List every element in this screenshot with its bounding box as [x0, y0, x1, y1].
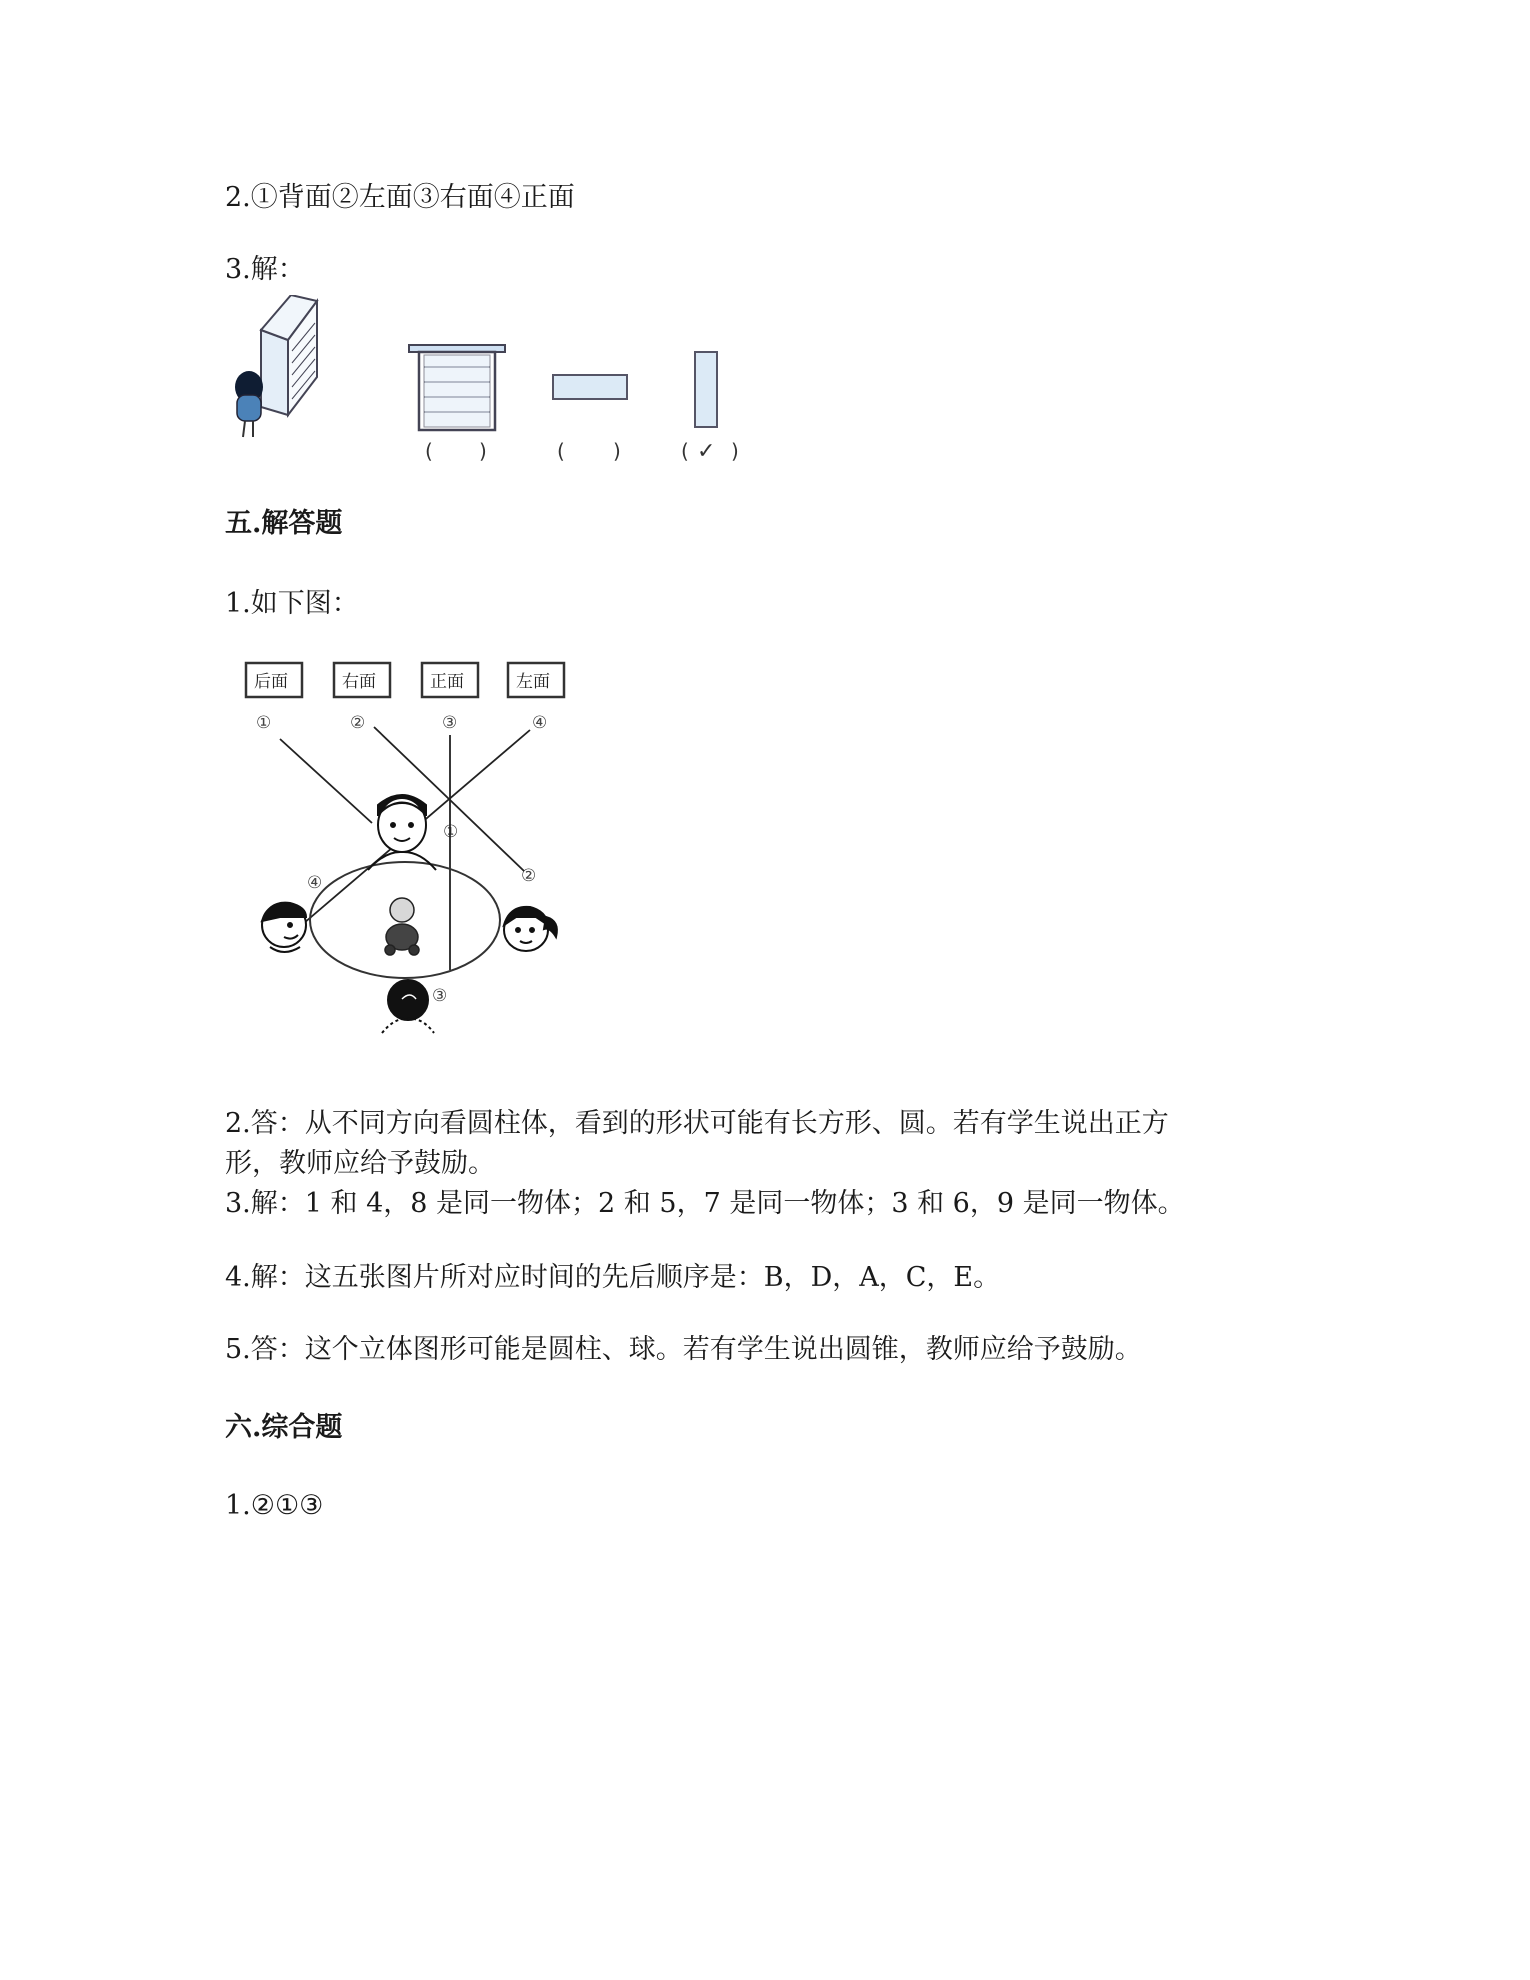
label-back: 后面	[254, 672, 288, 692]
paren-left-3: (	[681, 439, 689, 463]
observer-figure	[240, 655, 580, 1045]
child-right	[504, 907, 557, 951]
answer-5-2-line2: 形，教师应给予鼓励。	[225, 1148, 495, 1179]
answer-6-1: 1.②①③	[225, 1490, 324, 1521]
paren-right-3: )	[731, 439, 739, 463]
num-1-top: ①	[256, 713, 272, 733]
child-figure	[235, 371, 263, 437]
label-right: 右面	[342, 672, 376, 692]
child-back	[382, 980, 434, 1033]
section-5-heading: 五.解答题	[225, 508, 343, 539]
answer-5-3: 3.解：1 和 4，8 是同一物体；2 和 5，7 是同一物体；3 和 6，9 是同一物体。	[225, 1188, 1185, 1219]
child-left	[262, 903, 306, 952]
num-3-top: ③	[442, 713, 458, 733]
answer-5-2-line1: 2.答：从不同方向看圆柱体，看到的形状可能有长方形、圆。若有学生说出正方	[225, 1108, 1169, 1139]
num-2-mid: ②	[521, 866, 537, 886]
label-front: 正面	[430, 672, 464, 692]
num-4-mid: ④	[307, 873, 323, 893]
toy-figure	[385, 898, 419, 955]
paren-left-1: (	[425, 439, 433, 463]
paren-right-1: )	[479, 439, 487, 463]
option-side-view	[695, 352, 717, 427]
answer-5-1: 1.如下图：	[225, 588, 359, 619]
num-3-bottom: ③	[432, 986, 448, 1006]
section-6-heading: 六.综合题	[225, 1412, 343, 1443]
num-4-top: ④	[532, 713, 548, 733]
answer-4-2: 2.①背面②左面③右面④正面	[225, 182, 575, 213]
paren-left-2: (	[557, 439, 565, 463]
num-2-top: ②	[350, 713, 366, 733]
answer-5-5: 5.答：这个立体图形可能是圆柱、球。若有学生说出圆锥，教师应给予鼓励。	[225, 1334, 1142, 1365]
option-front-view	[409, 345, 505, 430]
label-left: 左面	[516, 672, 550, 692]
bookshelf-3d	[261, 295, 317, 415]
num-1-mid: ①	[443, 822, 459, 842]
paren-right-2: )	[613, 439, 621, 463]
check-mark: ✓	[697, 439, 716, 464]
answer-4-3: 3.解：	[225, 254, 305, 285]
answer-5-4: 4.解：这五张图片所对应时间的先后顺序是：B，D，A，C，E。	[225, 1262, 1001, 1293]
view-figure	[225, 295, 765, 475]
option-top-view	[553, 375, 627, 399]
